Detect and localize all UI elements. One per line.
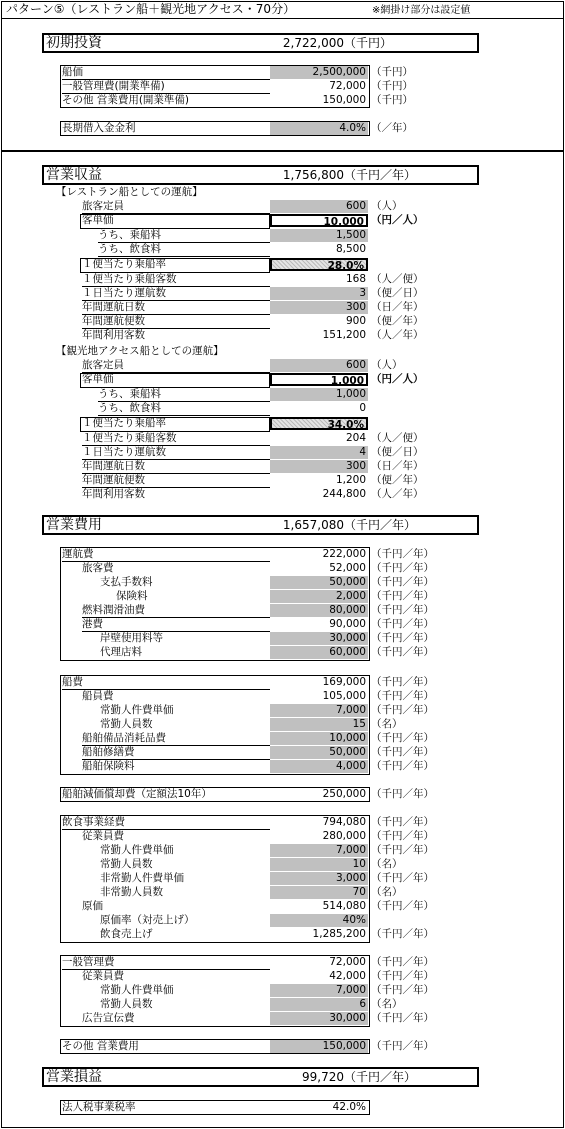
row-unit: （千円／年） <box>371 618 434 630</box>
row-unit: （千円） <box>371 80 413 92</box>
row-label: 旅客定員 <box>82 200 270 214</box>
table-row <box>0 80 565 93</box>
table-row <box>0 66 565 79</box>
row-label: 旅客費 <box>82 562 114 574</box>
row-value: 4,000 <box>270 760 368 773</box>
row-value: 8,500 <box>335 243 366 255</box>
row-value: 151,200 <box>322 329 366 341</box>
row-value: 30,000 <box>270 632 368 645</box>
row-label: 年間利用客数 <box>82 329 145 341</box>
row-label: 港費 <box>82 618 270 632</box>
row-label: うち、飲食料 <box>98 402 270 416</box>
row-unit: （便／年） <box>371 474 424 486</box>
table-row <box>0 732 565 745</box>
row-unit: （千円／年） <box>371 576 434 588</box>
initial-investment-value: 2,722,000 <box>282 36 344 50</box>
row-unit: （千円／年） <box>371 984 434 996</box>
row-label: １日当たり運航数 <box>82 446 270 460</box>
row-value: 1,000 <box>270 373 368 386</box>
row-value: 10,000 <box>270 732 368 745</box>
row-value: 4 <box>270 446 368 459</box>
row-unit: （千円／年） <box>371 816 434 828</box>
table-row <box>0 562 565 575</box>
row-unit: （千円／年） <box>371 548 434 560</box>
row-value: 52,000 <box>329 562 366 574</box>
row-label: 従業員費 <box>82 970 124 982</box>
row-value: 80,000 <box>270 604 368 617</box>
initial-investment-total <box>42 33 479 53</box>
row-value: 1,000 <box>270 388 368 401</box>
table-row <box>0 373 565 386</box>
row-label: 常勤人員数 <box>100 858 153 870</box>
profit-total <box>42 1067 479 1087</box>
expense-unit: （千円／年） <box>344 518 417 532</box>
row-label: 常勤人員数 <box>100 998 153 1010</box>
profit-title: 営業損益 <box>46 1069 102 1085</box>
table-row <box>0 474 565 487</box>
row-value: 514,080 <box>322 900 366 912</box>
row-value: 169,000 <box>322 676 366 688</box>
row-label: 船員費 <box>82 690 114 702</box>
row-value: 60,000 <box>270 646 368 659</box>
row-value: 280,000 <box>322 830 366 842</box>
table-row <box>0 718 565 731</box>
row-label: 従業員費 <box>82 830 124 842</box>
table-row <box>0 122 565 135</box>
row-unit: （千円／年） <box>371 590 434 602</box>
table-row <box>0 315 565 328</box>
table-row <box>0 402 565 415</box>
row-value: 10 <box>270 858 368 871</box>
table-row <box>0 94 565 107</box>
table-row <box>0 830 565 843</box>
expense-total <box>42 515 479 535</box>
table-row <box>0 446 565 459</box>
row-value: 150,000 <box>322 94 366 106</box>
row-unit: （名） <box>371 998 403 1010</box>
row-label: 年間利用客数 <box>82 488 145 500</box>
row-label: 船舶修繕費 <box>82 746 270 760</box>
table-row <box>0 984 565 997</box>
row-label: 長期借入金金利 <box>62 122 136 134</box>
row-label: 飲食売上げ <box>100 928 153 940</box>
table-row <box>0 488 565 501</box>
table-row <box>0 432 565 445</box>
table-row <box>0 858 565 871</box>
row-label: 支払手数料 <box>100 576 153 588</box>
row-label: 客単価 <box>82 214 114 226</box>
shading-note: ※網掛け部分は設定値 <box>372 5 471 16</box>
row-unit: （人） <box>371 359 403 371</box>
row-unit: （日／年） <box>371 460 424 472</box>
row-label: 船舶備品消耗品費 <box>82 732 270 746</box>
row-unit: （人／便） <box>371 273 424 285</box>
row-unit: （千円／年） <box>371 704 434 716</box>
row-label: うち、乗船料 <box>98 388 270 402</box>
row-label: 常勤人員数 <box>100 718 153 730</box>
table-row <box>0 243 565 256</box>
row-unit: （円／人） <box>371 373 424 385</box>
table-row <box>0 632 565 645</box>
revenue-total <box>42 165 479 185</box>
row-unit: （千円／年） <box>371 562 434 574</box>
table-row <box>0 704 565 717</box>
row-unit: （千円／年） <box>371 604 434 616</box>
row-value: 70 <box>270 886 368 899</box>
table-row <box>0 1040 565 1053</box>
initial-investment-unit: （千円） <box>344 36 393 50</box>
row-unit: （千円／年） <box>371 928 434 940</box>
row-label: 常勤人件費単価 <box>100 844 174 856</box>
table-row <box>0 914 565 927</box>
table-row <box>0 970 565 983</box>
restaurant-section-heading: 【レストラン船としての運航】 <box>56 186 203 198</box>
row-label: 原価 <box>82 900 103 912</box>
expense-title: 営業費用 <box>46 517 102 533</box>
row-value: 90,000 <box>329 618 366 630</box>
row-label: 燃料潤滑油費 <box>82 604 270 618</box>
row-unit: （千円／年） <box>371 900 434 912</box>
row-label: 船舶保険料 <box>82 760 135 772</box>
row-label: １便当たり乗船率 <box>82 258 166 270</box>
row-label: 非常勤人員数 <box>100 886 163 898</box>
row-value: 7,000 <box>270 704 368 717</box>
access-section-heading: 【観光地アクセス船としての運航】 <box>56 345 224 357</box>
row-unit: （千円／年） <box>371 732 434 744</box>
row-label: 非常勤人件費単価 <box>100 872 184 884</box>
row-value: 4.0% <box>270 122 368 135</box>
row-label: その他 営業費用(開業準備) <box>62 94 190 106</box>
row-unit: （／年） <box>371 122 413 134</box>
row-unit: （千円／年） <box>371 1040 434 1052</box>
revenue-unit: （千円／年） <box>344 168 417 182</box>
table-row <box>0 229 565 242</box>
row-label: １日当たり運航数 <box>82 287 270 301</box>
table-row <box>0 258 565 271</box>
table-row <box>0 576 565 589</box>
row-unit: （千円／年） <box>371 788 434 800</box>
row-label: 飲食事業経費 <box>62 816 270 830</box>
row-label: 保険料 <box>116 590 148 602</box>
row-label: 運航費 <box>62 548 270 562</box>
row-unit: （千円／年） <box>371 676 434 688</box>
row-label: 常勤人件費単価 <box>100 704 174 716</box>
table-row <box>0 388 565 401</box>
row-unit: （人／便） <box>371 432 424 444</box>
row-value: 50,000 <box>270 576 368 589</box>
table-row <box>0 690 565 703</box>
row-unit: （千円／年） <box>371 760 434 772</box>
row-value: 3 <box>270 287 368 300</box>
row-unit: （千円／年） <box>371 970 434 982</box>
row-value: 42,000 <box>329 970 366 982</box>
table-row <box>0 301 565 314</box>
row-label: 船価 <box>62 66 270 80</box>
row-unit: （便／日） <box>371 287 424 299</box>
row-label: 年間運航日数 <box>82 460 270 474</box>
row-value: 1,285,200 <box>312 928 366 940</box>
row-unit: （千円） <box>371 94 413 106</box>
row-unit: （日／年） <box>371 301 424 313</box>
row-value: 72,000 <box>329 80 366 92</box>
row-value: 2,000 <box>270 590 368 603</box>
row-value: 300 <box>270 301 368 314</box>
row-value: 28.0% <box>270 258 368 271</box>
row-value: 600 <box>270 359 368 372</box>
row-value: 15 <box>270 718 368 731</box>
row-label: 客単価 <box>82 373 114 385</box>
row-unit: （人／年） <box>371 488 424 500</box>
table-row <box>0 604 565 617</box>
row-unit: （名） <box>371 858 403 870</box>
row-unit: （名） <box>371 718 403 730</box>
table-row <box>0 214 565 227</box>
row-value: 72,000 <box>329 956 366 968</box>
row-unit: （千円／年） <box>371 632 434 644</box>
row-value: 794,080 <box>322 816 366 828</box>
row-value: 40% <box>270 914 368 927</box>
row-label: 広告宣伝費 <box>82 1012 135 1024</box>
initial-investment-title: 初期投資 <box>46 35 102 51</box>
table-row <box>0 872 565 885</box>
profit-unit: （千円／年） <box>344 1070 417 1084</box>
row-value: 42.0% <box>332 1101 366 1113</box>
row-label: １便当たり乗船客数 <box>82 273 270 287</box>
row-value: 6 <box>270 998 368 1011</box>
row-label: 船舶減価償却費（定額法10年） <box>62 788 212 800</box>
row-value: 30,000 <box>270 1012 368 1025</box>
revenue-title: 営業収益 <box>46 167 102 183</box>
header-divider <box>1 18 564 19</box>
table-row <box>0 760 565 773</box>
row-unit: （千円／年） <box>371 872 434 884</box>
row-value: 900 <box>345 315 366 327</box>
table-row <box>0 1012 565 1025</box>
row-value: 105,000 <box>322 690 366 702</box>
table-row <box>0 417 565 430</box>
row-value: 10,000 <box>270 214 368 227</box>
table-row <box>0 998 565 1011</box>
table-row <box>0 359 565 372</box>
table-row <box>0 788 565 801</box>
table-row <box>0 618 565 631</box>
row-label: 一般管理費 <box>62 956 270 970</box>
section-divider <box>1 150 564 152</box>
revenue-value: 1,756,800 <box>282 168 344 182</box>
page-title: パターン⑤（レストラン船＋観光地アクセス・70分） <box>6 2 296 16</box>
table-row <box>0 886 565 899</box>
table-row <box>0 844 565 857</box>
row-label: その他 営業費用 <box>62 1040 139 1052</box>
expense-value: 1,657,080 <box>282 518 344 532</box>
row-label: 一般管理費(開業準備) <box>62 80 270 94</box>
table-row <box>0 646 565 659</box>
row-unit: （名） <box>371 886 403 898</box>
table-row <box>0 956 565 969</box>
row-unit: （便／年） <box>371 315 424 327</box>
row-label: 船費 <box>62 676 270 690</box>
row-value: 168 <box>345 273 366 285</box>
row-label: 法人税事業税率 <box>62 1101 136 1113</box>
row-value: 1,500 <box>270 229 368 242</box>
row-value: 222,000 <box>322 548 366 560</box>
row-value: 7,000 <box>270 984 368 997</box>
table-row <box>0 746 565 759</box>
row-label: 岸壁使用料等 <box>100 632 163 644</box>
row-value: 150,000 <box>270 1040 368 1053</box>
row-label: １便当たり乗船客数 <box>82 432 270 446</box>
row-value: 3,000 <box>270 872 368 885</box>
row-label: 代理店料 <box>100 646 142 658</box>
row-label: 常勤人件費単価 <box>100 984 174 996</box>
row-unit: （人） <box>371 200 403 212</box>
table-row <box>0 590 565 603</box>
row-unit: （円／人） <box>371 214 424 226</box>
row-label: 年間運航日数 <box>82 301 270 315</box>
row-label: うち、乗船料 <box>98 229 270 243</box>
row-value: 50,000 <box>270 746 368 759</box>
row-unit: （千円／年） <box>371 956 434 968</box>
row-value: 7,000 <box>270 844 368 857</box>
row-value: 300 <box>270 460 368 473</box>
row-value: 250,000 <box>322 788 366 800</box>
table-row <box>0 676 565 689</box>
row-unit: （千円／年） <box>371 746 434 758</box>
row-unit: （人／年） <box>371 329 424 341</box>
row-unit: （千円／年） <box>371 1012 434 1024</box>
table-row <box>0 287 565 300</box>
row-value: 204 <box>345 432 366 444</box>
row-value: 34.0% <box>270 417 368 430</box>
profit-value: 99,720 <box>302 1070 344 1084</box>
row-value: 2,500,000 <box>270 66 368 79</box>
row-label: １便当たり乗船率 <box>82 417 166 429</box>
row-unit: （千円／年） <box>371 690 434 702</box>
row-label: 年間運航便数 <box>82 474 270 488</box>
row-unit: （千円） <box>371 66 413 78</box>
table-row <box>0 1101 565 1114</box>
table-row <box>0 928 565 941</box>
table-row <box>0 900 565 913</box>
table-row <box>0 200 565 213</box>
table-row <box>0 548 565 561</box>
row-label: うち、飲食料 <box>98 243 270 257</box>
row-unit: （千円／年） <box>371 646 434 658</box>
table-row <box>0 460 565 473</box>
table-row <box>0 273 565 286</box>
row-label: 旅客定員 <box>82 359 270 373</box>
row-label: 原価率（対売上げ） <box>100 914 195 926</box>
row-unit: （便／日） <box>371 446 424 458</box>
table-row <box>0 329 565 342</box>
row-value: 1,200 <box>335 474 366 486</box>
table-row <box>0 816 565 829</box>
row-unit: （千円／年） <box>371 830 434 842</box>
row-value: 244,800 <box>322 488 366 500</box>
row-value: 0 <box>359 402 366 414</box>
row-unit: （千円／年） <box>371 844 434 856</box>
row-label: 年間運航便数 <box>82 315 270 329</box>
row-value: 600 <box>270 200 368 213</box>
